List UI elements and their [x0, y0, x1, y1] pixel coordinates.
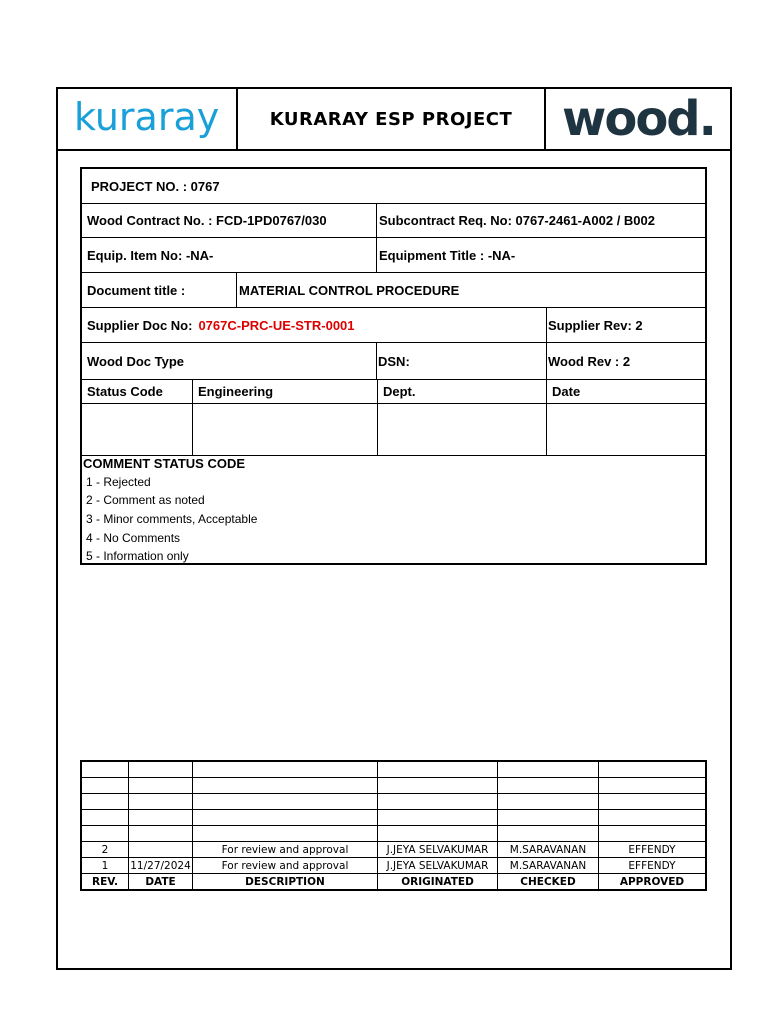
comment-status-item: 4 - No Comments: [86, 531, 181, 545]
engineering-value: [192, 404, 377, 455]
approved-header: APPROVED: [598, 874, 705, 889]
approved-cell: [598, 810, 705, 825]
originated-cell: [377, 810, 497, 825]
description-cell: For review and approval: [192, 858, 377, 873]
revision-row: [82, 842, 705, 858]
approved-cell: [598, 794, 705, 809]
comment-status-item: 2 - Comment as noted: [86, 493, 205, 507]
checked-cell: [497, 794, 598, 809]
rev-header: REV.: [91, 875, 119, 888]
revision-row: [82, 826, 705, 842]
approved-cell: EFFENDY: [598, 842, 705, 857]
wood-logo-text: wood.: [562, 92, 715, 146]
header-band: [58, 89, 730, 151]
checked-cell: [497, 762, 598, 777]
revision-row: [82, 778, 705, 794]
wood-rev: Wood Rev : 2: [546, 343, 705, 379]
approved-cell: [598, 778, 705, 793]
revision-row: [82, 762, 705, 778]
description-cell: [192, 826, 377, 841]
date-cell: 11/27/2024: [128, 858, 192, 873]
rev-cell: [82, 778, 128, 793]
equipment-title: Equipment Title : -NA-: [376, 238, 705, 272]
checked-cell: [497, 826, 598, 841]
kuraray-logo: [58, 89, 238, 149]
wood-doc-row: [82, 343, 705, 380]
dept-value: [377, 404, 546, 455]
date-value: [546, 404, 705, 455]
wood-contract-no: Wood Contract No. : FCD-1PD0767/030: [87, 213, 327, 228]
revision-header-row: [82, 874, 705, 889]
rev-cell: [82, 826, 128, 841]
dsn: DSN:: [376, 343, 546, 379]
document-title-value: MATERIAL CONTROL PROCEDURE: [236, 273, 705, 307]
checked-cell: [497, 810, 598, 825]
contract-row: [82, 204, 705, 238]
subcontract-req-no: Subcontract Req. No: 0767-2461-A002 / B002: [376, 204, 705, 237]
description-cell: [192, 762, 377, 777]
supplier-doc-number: 0767C-PRC-UE-STR-0001: [198, 317, 355, 333]
document-title-label: Document title :: [87, 282, 186, 298]
supplier-doc-row: [82, 308, 705, 343]
originated-cell: J.JEYA SELVAKUMAR: [377, 858, 497, 873]
status-code-header: Status Code: [87, 384, 163, 399]
equipment-row: [82, 238, 705, 273]
date-cell: [128, 794, 192, 809]
supplier-doc-cell: [82, 308, 546, 342]
supplier-doc-label: Supplier Doc No:: [87, 317, 193, 333]
supplier-rev: Supplier Rev: 2: [546, 308, 705, 342]
checked-header: CHECKED: [497, 874, 598, 889]
description-cell: [192, 810, 377, 825]
description-cell: [192, 778, 377, 793]
comment-status-item: 3 - Minor comments, Acceptable: [86, 512, 258, 526]
document-title-row: [82, 273, 705, 308]
kuraray-logo-text: kuraray: [74, 96, 220, 139]
approved-cell: [598, 826, 705, 841]
checked-cell: M.SARAVANAN: [497, 858, 598, 873]
approved-cell: EFFENDY: [598, 858, 705, 873]
revision-row: [82, 858, 705, 874]
comment-status-item: 5 - Information only: [86, 549, 189, 563]
originated-cell: [377, 794, 497, 809]
originated-cell: [377, 762, 497, 777]
description-cell: For review and approval: [192, 842, 377, 857]
rev-cell: 1: [101, 859, 109, 872]
wood-logo: [546, 89, 730, 149]
date-header: Date: [546, 380, 705, 403]
project-no: PROJECT NO. : 0767: [91, 178, 220, 194]
date-cell: [128, 762, 192, 777]
originated-cell: J.JEYA SELVAKUMAR: [377, 842, 497, 857]
date-cell: [128, 826, 192, 841]
checked-cell: [497, 778, 598, 793]
date-cell: [128, 778, 192, 793]
project-title: KURARAY ESP PROJECT: [238, 89, 546, 149]
description-cell: [192, 794, 377, 809]
project-no-row: [82, 169, 705, 204]
revision-row: [82, 810, 705, 826]
rev-cell: [82, 810, 128, 825]
checked-cell: M.SARAVANAN: [497, 842, 598, 857]
status-header-row: [82, 380, 705, 404]
wood-doc-type: Wood Doc Type: [87, 353, 185, 369]
description-header: DESCRIPTION: [192, 874, 377, 889]
dept-header: Dept.: [377, 380, 546, 403]
status-code-value: [82, 404, 192, 455]
equip-item-no: Equip. Item No: -NA-: [87, 247, 214, 263]
originated-header: ORIGINATED: [377, 874, 497, 889]
originated-cell: [377, 826, 497, 841]
comment-status-item: 1 - Rejected: [86, 475, 151, 489]
originated-cell: [377, 778, 497, 793]
rev-cell: [82, 762, 128, 777]
status-value-row: [82, 404, 705, 456]
rev-cell: 2: [101, 843, 109, 856]
rev-cell: [82, 794, 128, 809]
comment-status-title: COMMENT STATUS CODE: [83, 456, 246, 471]
document-info-table: [80, 167, 707, 565]
revision-table: [80, 760, 707, 891]
revision-row: [82, 794, 705, 810]
date-cell: [128, 810, 192, 825]
approved-cell: [598, 762, 705, 777]
date-cell: [128, 842, 192, 857]
engineering-header: Engineering: [192, 380, 377, 403]
date-header: DATE: [128, 874, 192, 889]
